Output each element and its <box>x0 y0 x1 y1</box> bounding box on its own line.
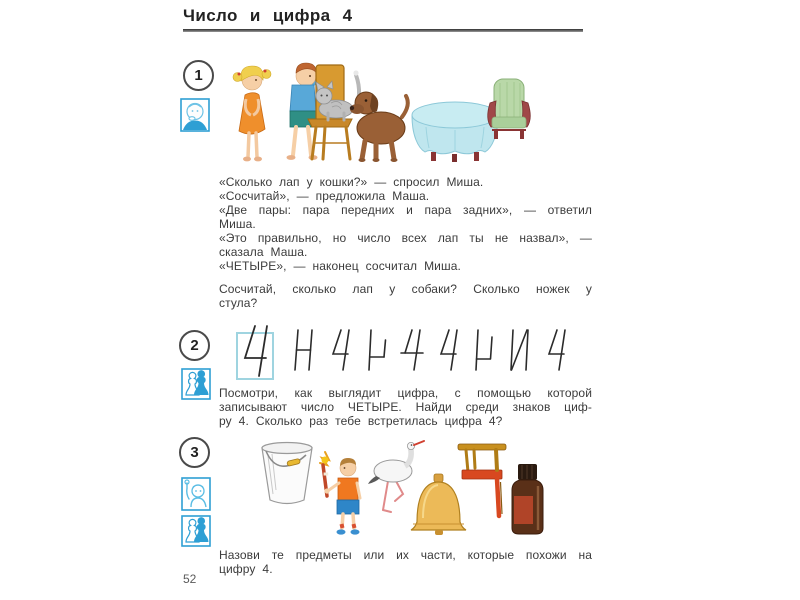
armchair <box>488 79 531 139</box>
text-line: Сосчитай, сколько лап у собаки? Сколько ножек у <box>219 282 592 296</box>
exercise-3-number: 3 <box>179 437 210 468</box>
pair-game-icon <box>181 515 211 547</box>
exercise-2-text <box>219 386 592 428</box>
bucket <box>262 443 312 504</box>
sign-glyph-hooked-4 <box>470 327 496 373</box>
exercise-1-dialogue <box>219 175 592 273</box>
sign-glyph-crossed-4 <box>398 327 424 373</box>
exercise-2-number: 2 <box>179 330 210 361</box>
sign-glyph-Н <box>290 327 316 373</box>
exercise-1-illustration <box>228 55 532 169</box>
text-line: «Две пары: пара передних и пара задних», — ответил <box>219 203 592 217</box>
dog <box>350 92 408 162</box>
pair-game-icon <box>181 368 211 400</box>
overturned-chair <box>458 444 506 516</box>
round-table <box>412 102 498 162</box>
stork <box>368 441 424 512</box>
text-line: «Сколько лап у кошки?» — спросил Миша. <box>219 175 484 189</box>
exercise-3-text <box>219 548 592 576</box>
text-line: «Сосчитай», — предложила Маша. <box>219 189 430 203</box>
sign-glyph-4 <box>326 327 352 373</box>
sign-glyph-4 <box>434 327 460 373</box>
girl <box>233 66 271 161</box>
text-line: «ЧЕТЫРЕ», — наконец сосчитал Миша. <box>219 259 461 273</box>
sign-glyph-mirrored-4 <box>362 327 388 373</box>
bottle <box>512 464 543 534</box>
text-line: цифру 4. <box>219 562 273 576</box>
raise-hand-icon <box>181 477 211 511</box>
sample-digit-4 <box>237 320 271 378</box>
boy-with-torch <box>320 452 360 535</box>
text-line: стула? <box>219 296 258 310</box>
text-line: записывают число ЧЕТЫРЕ. Найди среди знаков циф- <box>219 400 592 414</box>
signs-row <box>290 327 568 373</box>
exercise-3-illustration <box>230 438 560 540</box>
exercise-1-question <box>219 282 592 310</box>
title-underline <box>183 29 583 32</box>
exercise-1-number: 1 <box>183 60 214 91</box>
page-title: Число и цифра 4 <box>183 6 353 25</box>
text-line: сказала Маша. <box>219 245 308 259</box>
text-line: Назови те предметы или их части, которые похожи на <box>219 548 592 562</box>
text-line: ру 4. Сколько раз тебе встретилась цифра 4? <box>219 414 503 428</box>
bell <box>411 474 466 535</box>
text-line: Посмотри, как выглядит цифра, с помощью которой <box>219 386 592 400</box>
page-number: 52 <box>183 572 197 586</box>
text-line: Миша. <box>219 217 256 231</box>
sign-glyph-И <box>506 327 532 373</box>
text-line: «Это правильно, но число всех лап ты не назвал», — <box>219 231 592 245</box>
sign-glyph-4 <box>542 327 568 373</box>
think-and-discuss-icon <box>180 98 210 132</box>
